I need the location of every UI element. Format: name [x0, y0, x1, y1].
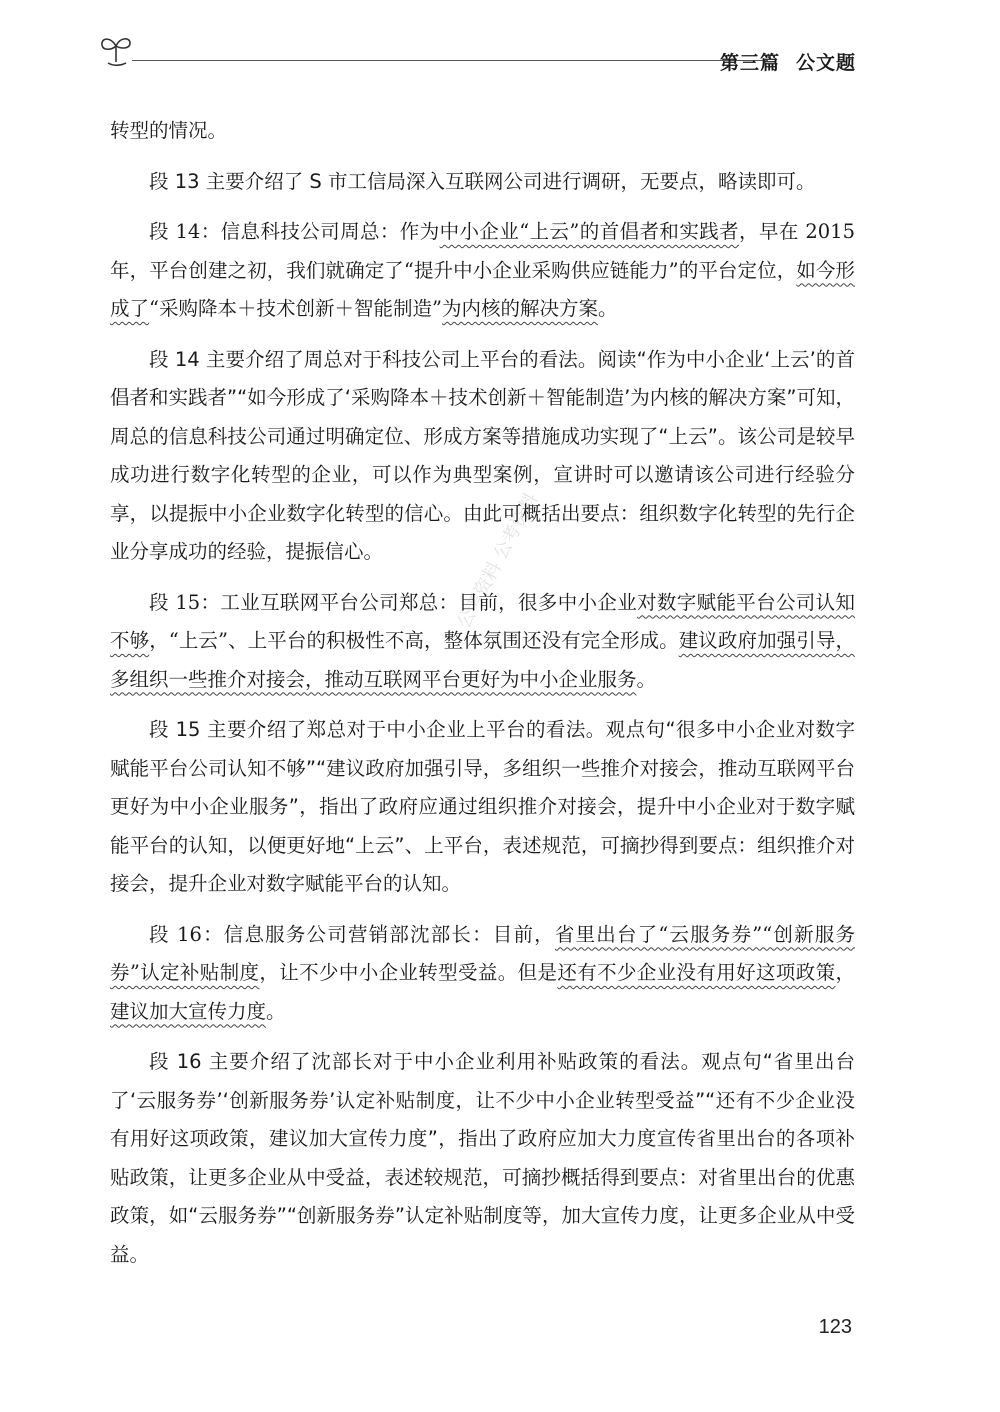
text-run: 段 16：信息服务公司营销部沈部长：目前， — [149, 922, 555, 946]
wavy-underlined-phrase: 对数字赋能平台公司认知不够 — [110, 590, 855, 652]
wavy-underlined-phrase: 建议政府加强引导，多组织一些推介对接会，推动互联网平台更好为中小企业服务 — [110, 629, 855, 691]
text-run: 。 — [636, 667, 657, 691]
section-label: 公文题 — [795, 52, 856, 74]
source-paragraph — [110, 584, 855, 700]
page-number: 123 — [818, 1316, 852, 1338]
paragraph: 段 14 主要介绍了周总对于科技公司上平台的看法。阅读“作为中小企业‘上云’的首倡者和实践者”“如今形成了‘采购降本＋技术创新＋智能制造’为内核的解决方案”可知，周总的信息科技公司通过明确定位、形成方案等措施成功实现了“上云”。该公司是较早成功进行数字化转型的企业，可以作为典型案例，宣讲时可以邀请该公司进行经验分享，以提振中小企业数字化转型的信心。由此可概括出要点：组织数字化转型的先行企业分享成功的经验，提振信心。 — [110, 347, 855, 563]
text-run: ，让不少中小企业转型受益。但是 — [259, 961, 558, 984]
text-run: ，“上云”、上平台的积极性不高，整体氛围还没有完全形成。 — [149, 629, 679, 652]
paragraph: 段 13 主要介绍了 S 市工信局深入互联网公司进行调研，无要点，略读即可。 — [149, 169, 816, 193]
part-label: 第三篇 — [719, 52, 780, 74]
wavy-underlined-phrase: 中小企业“上云”的首倡者和实践者 — [439, 220, 740, 243]
body-text — [110, 112, 855, 1274]
text-run: ， — [835, 961, 855, 984]
wavy-underlined-phrase: 为内核的解决方案 — [441, 297, 598, 320]
text-run: ，早在 2015 年，平台创建之初，我们就确定了“提升中小企业采购供应链能力”的平台定位， — [110, 220, 855, 282]
watermark: 公考资料 公考资料 — [453, 489, 543, 632]
paragraph: 段 15 主要介绍了郑总对于中小企业上平台的看法。观点句“很多中小企业对数字赋能平台公司认知不够”“建议政府加强引导，多组织一些推介对接会，推动互联网平台更好为中小企业服务”，指出了政府应通过组织推介对接会，提升中小企业对于数字赋能平台的认知，以便更好地“上云”、上平台，表述规范，可摘抄得到要点：组织推介对接会，提升企业对数字赋能平台的认知。 — [110, 718, 855, 895]
wavy-underlined-phrase: 如今形成了 — [110, 258, 855, 320]
source-paragraph — [110, 213, 855, 329]
wavy-underlined-phrase: 还有不少企业没有用好这项政策 — [557, 961, 836, 984]
wavy-underlined-phrase: 省里出台了“云服务券”“创新服务券”认定补贴制度 — [110, 922, 855, 984]
wavy-underlined-phrase: 建议加大宣传力度 — [110, 999, 267, 1023]
paragraph: 转型的情况。 — [110, 119, 228, 142]
text-run: 。 — [266, 999, 286, 1023]
source-paragraph — [110, 916, 855, 1032]
sprout-icon — [98, 32, 134, 66]
header-rule — [132, 60, 768, 61]
text-run: 段 15：工业互联网平台公司郑总：目前，很多中小企业 — [149, 590, 638, 614]
text-run: 段 14：信息科技公司周总：作为 — [149, 220, 440, 243]
header-title — [720, 48, 856, 75]
running-header — [96, 28, 856, 78]
text-run: “采购降本＋技术创新＋智能制造” — [149, 297, 442, 320]
paragraph: 段 16 主要介绍了沈部长对于中小企业利用补贴政策的看法。观点句“省里出台了‘云服务券’‘创新服务券’认定补贴制度，让不少中小企业转型受益”“还有不少企业没有用好这项政策，建议加大宣传力度”，指出了政府应加大力度宣传省里出台的各项补贴政策，让更多企业从中受益，表述较规范，可摘抄概括得到要点：对省里出台的优惠政策，如“云服务券”“创新服务券”认定补贴制度等，加大宣传力度，让更多企业从中受益。 — [110, 1050, 855, 1266]
text-run: 。 — [597, 297, 618, 320]
